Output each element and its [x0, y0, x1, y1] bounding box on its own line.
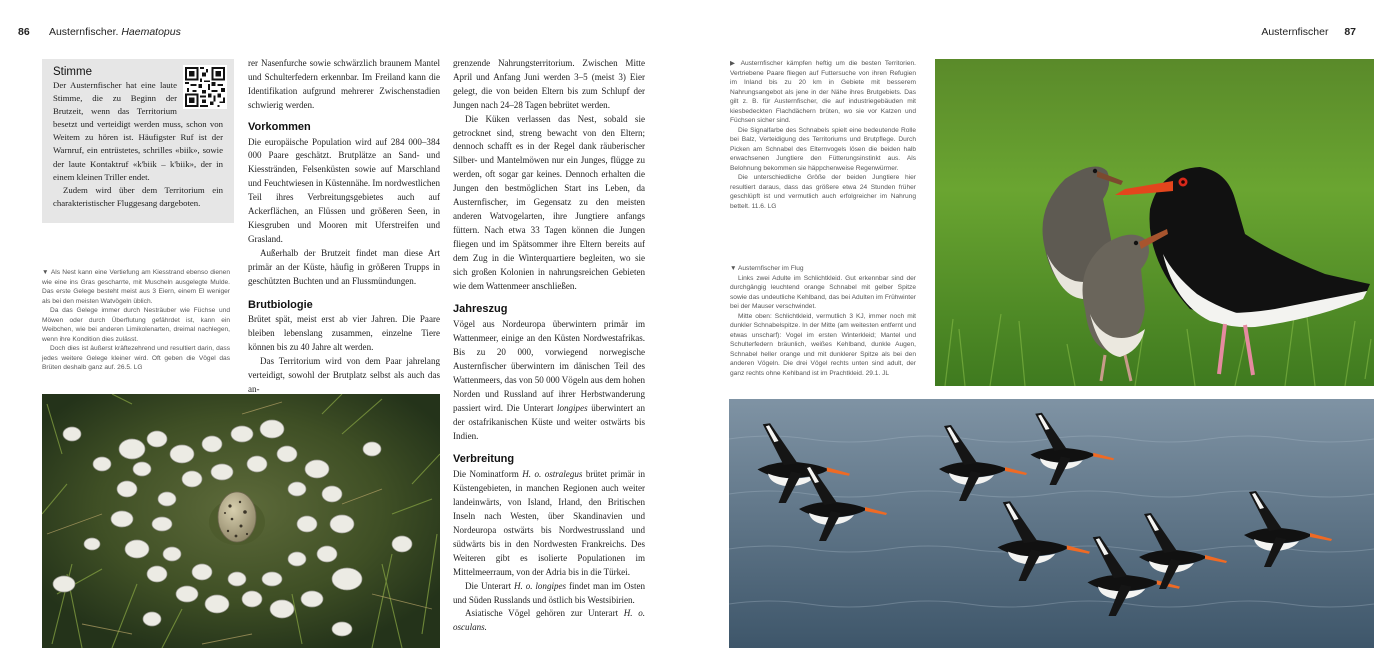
feeding-caption-3: Die unterschiedliche Größe der beiden Jungtiere hier resultiert daraus, dass das größere etwa 24 Stunden früher geschlüpft ist und vermutlich auch erfolgreicher im Nahrung bettelt. 11.6. LG	[730, 174, 916, 210]
verbreitung-1-text-a: Die Nominatform	[453, 469, 519, 480]
verbreitung-paragraph-1	[453, 468, 645, 579]
page-number-86: 86	[18, 26, 30, 38]
text-column-3	[453, 57, 645, 635]
flight-caption-1: ▼ Austernfischer im Flug	[730, 265, 804, 272]
col2-intro-paragraph: rer Nasenfurche sowie schwärzlich braunem Mantel und Schulterfedern erkennbar. Im Freiland kann die Identifikation aufgrund mehrerer Zwischenstadien schwierig werden.	[248, 58, 440, 110]
flight-photo-caption	[730, 264, 916, 378]
page-number-87: 87	[1344, 26, 1356, 38]
verbreitung-1-taxon: H. o. ostralegus	[522, 469, 583, 480]
running-title-latin: Haematopus	[121, 26, 181, 38]
feeding-caption-1: ▶ Austernfischer kämpfen heftig um die besten Territorien. Vertriebene Paare fliegen auf Futtersuche von ihren Refugien im Inland bis zu 20 km in Gebiete mit besserem Nahrungsangebot als jene in der Nähe ihres Brutgebiets. Das gilt z. B. für Austernfischer, die auf industriegebäuden mit kiesbedeckten Flachdächern brüten, wo sie vor Katzen und Füchsen sicher sind.	[730, 60, 916, 124]
flight-caption-3: Mitte oben: Schlichtkleid, vermutlich 3 KJ, immer noch mit dunkler Schnabelspitze. In der Mitte (am weitesten entfernt und etwas unscharf): Vogel im ersten Winterkleid; Mantel und Schulterfedern bräunlich, weißes Kehlband, dunkle Augen, Schnabel heller orange und mit dunklerer Spitze als bei den anderen Vögeln. Die drei Vögel rechts unten sind adult, der ganz rechts ohne Kehlband ist im Prachtkleid. 29.1. JL	[730, 312, 916, 377]
nest-photo-caption	[42, 268, 230, 373]
stimme-box	[42, 59, 234, 223]
jahreszug-subspecies: longipes	[556, 402, 588, 413]
oystercatcher-feeding-photo	[935, 59, 1374, 386]
heading-brutbiologie: Brutbiologie	[248, 298, 313, 311]
heading-jahreszug: Jahreszug	[453, 303, 508, 316]
nest-caption-2: Da das Gelege immer durch Nesträuber wie Füchse und Möwen oder durch Überflutung gefährdet ist, kann ein Weibchen, wie bei anderen Limikolenarten, dreimal nachlegen, wenn ihre Kondition dies zulässt.	[42, 307, 230, 343]
jahreszug-text: Vögel aus Nordeuropa überwintern primär im Wattenmeer, einige an den Küsten Nordwestafrikas. Bis zu 20 000, vorwiegend norwegische Austernfischer überwintern im dänischen Teil des Wattenmeers, das von 50 000 Vögeln aus dem hohen Norden und Russland auf ihrer Herbstwanderung passiert wird. Die Unterart	[453, 319, 645, 413]
nest-photo	[42, 394, 440, 648]
brutbiologie-paragraph-2: Das Territorium wird von dem Paar jahrelang verteidigt, sowohl der Brutplatz selbst als auch das an-	[248, 356, 440, 394]
verbreitung-1-text-b: brütet primär in Küstengebieten, in manchen Regionen auch weiter landeinwärts, von Island, Irland, den Britischen Inseln nach Westen, über Skandinavien und Nordeuropa ostwärts bis Nordwestrussland und südwärts bis in den Nordwesten Frankreichs. Des Weiteren gibt es isolierte Populationen im Mittelmeerraum, von der Adria bis in die Türkei.	[453, 469, 646, 577]
heading-vorkommen: Vorkommen	[248, 120, 311, 133]
stimme-body	[53, 79, 223, 210]
right-running-header	[1261, 26, 1356, 38]
heading-verbreitung: Verbreitung	[453, 453, 515, 466]
running-title: Austernfischer.	[48, 26, 119, 38]
flight-caption-2: Links zwei Adulte im Schlichtkleid. Gut erkennbar sind der durchgängig leuchtend orange Schnabel mit gelber Spitze sowie das undeutliche Kehlband, das bei Adulten im Frühwinter bei der Mauser verschwindet.	[730, 274, 916, 310]
stimme-text-2: Zudem wird über dem Territorium ein charakteristischer Fluggesang dargeboten.	[53, 184, 223, 208]
vorkommen-paragraph-1: Die europäische Population wird auf 284 000–384 000 Paare geschätzt. Brutplätze an Sand- und Kiesstränden, Felsenküsten sowie auf Marschland und Feuchtwiesen in Küstennähe. Im nordwestlichen Teil ihres Verbreitungsgebietes auch auf Ackerflächen, an Flüssen und größeren Seen, in Kiesgruben und Mooren mit Uferstreifen und Grasland.	[248, 136, 440, 244]
brutbiologie-paragraph-1: Brütet spät, meist erst ab vier Jahren. Die Paare bleiben lebenslang zusammen, einzelne Tiere können bis zu 40 Jahre alt werden.	[248, 314, 440, 353]
verbreitung-paragraph-2	[453, 580, 645, 608]
verbreitung-2-taxon: H. o. longipes	[514, 580, 567, 591]
nest-caption-1: ▼ Als Nest kann eine Vertiefung am Kiesstrand ebenso dienen wie eine ins Gras gescharrte, mit Muscheln ausgelegte Mulde. Das erste Gelege besteht meist aus 3 Eiern, einem El weniger als bei den meisten Watvögeln üblich.	[42, 269, 230, 305]
col3-continuation-paragraph: grenzende Nahrungsterritorium. Zwischen Mitte April und Anfang Juni werden 3–5 (meist 3) Eier gelegt, die von beiden Eltern bis zum Schlupf der Jungen nach 24–28 Tagen bebrütet werden.	[453, 58, 645, 110]
running-title-right: Austernfischer	[1261, 26, 1329, 38]
vorkommen-paragraph-2: Außerhalb der Brutzeit findet man diese Art primär an der Küste, häufig in größeren Trupps in geschützten Buchten und an Flussmündungen.	[248, 247, 440, 286]
stimme-text-1: Der Austernfischer hat eine laute Stimme, die zu Beginn der Brutzeit, wenn das Territorium besetzt und verteidigt werden muss, schon von Weitem zu hören ist. Häufigster Ruf ist der Warnruf, ein entrüstetes, schrilles «biik», sowie der laute Kontaktruf «k'biik – k'biik», der in einem kleinen Triller endet.	[53, 80, 223, 182]
kueken-paragraph: Die Küken verlassen das Nest, sobald sie getrocknet sind, streng bewacht von den Eltern; dennoch schafft es in der Regel dank räuberischer Silber- und Mantelmöwen nur ein Junges, flügge zu werden, oft sogar gar keines. Dennoch erhalten die Jungen den bestmöglichen Start ins Leben, da Austernfischer, im Gegensatz zu den meisten anderen Watvogelarten, ihre Jungtiere anfangs füttern. Nach etwa 33 Tagen können die Jungen fliegen und im Spätsommer ihre Eltern bereits auf dem Zug in die Winterquartiere begleiten, wo sie sich großen Kolonien in nahrungsreichen Gebieten wie dem Wattenmeer anschließen.	[453, 113, 645, 291]
text-column-2	[248, 57, 440, 397]
verbreitung-3-taxon: H. o. osculans.	[453, 608, 646, 633]
jahreszug-text-end: überwintert an der ostafrikanischen Küste und weiter ostwärts bis Indien.	[453, 402, 646, 441]
feeding-caption-2: Die Signalfarbe des Schnabels spielt eine bedeutende Rolle bei Balz, Verteidigung des Territoriums und Brutpflege. Durch Picken am Schnabel des Elternvogels lösen die beiden halb erwachsenen Jungtiere den Fütterungsinstinkt aus. Als Belohnung bekommen sie häppchenweise Regenwürmer.	[730, 126, 916, 172]
nest-caption-3: Doch dies ist äußerst kräftezehrend und resultiert darin, dass jedes weitere Gelege kleiner wird. Oft geben die Vögel das Brüten deshalb ganz auf. 26.5. LG	[42, 345, 230, 371]
verbreitung-3-text-a: Asiatische Vögel gehören zur Unterart	[465, 608, 619, 619]
left-running-header	[18, 26, 181, 38]
verbreitung-2-text-b: findet man im Osten und Süden Russlands und östlich bis Westsibirien.	[453, 580, 646, 605]
verbreitung-paragraph-3	[453, 607, 645, 635]
oystercatchers-in-flight-photo	[729, 399, 1374, 648]
verbreitung-2-text-a: Die Unterart	[465, 580, 512, 591]
qr-code-icon[interactable]	[183, 65, 227, 109]
jahreszug-paragraph	[453, 318, 645, 443]
stimme-heading: Stimme	[53, 66, 92, 78]
right-page	[687, 0, 1374, 648]
feeding-photo-caption	[730, 59, 916, 211]
